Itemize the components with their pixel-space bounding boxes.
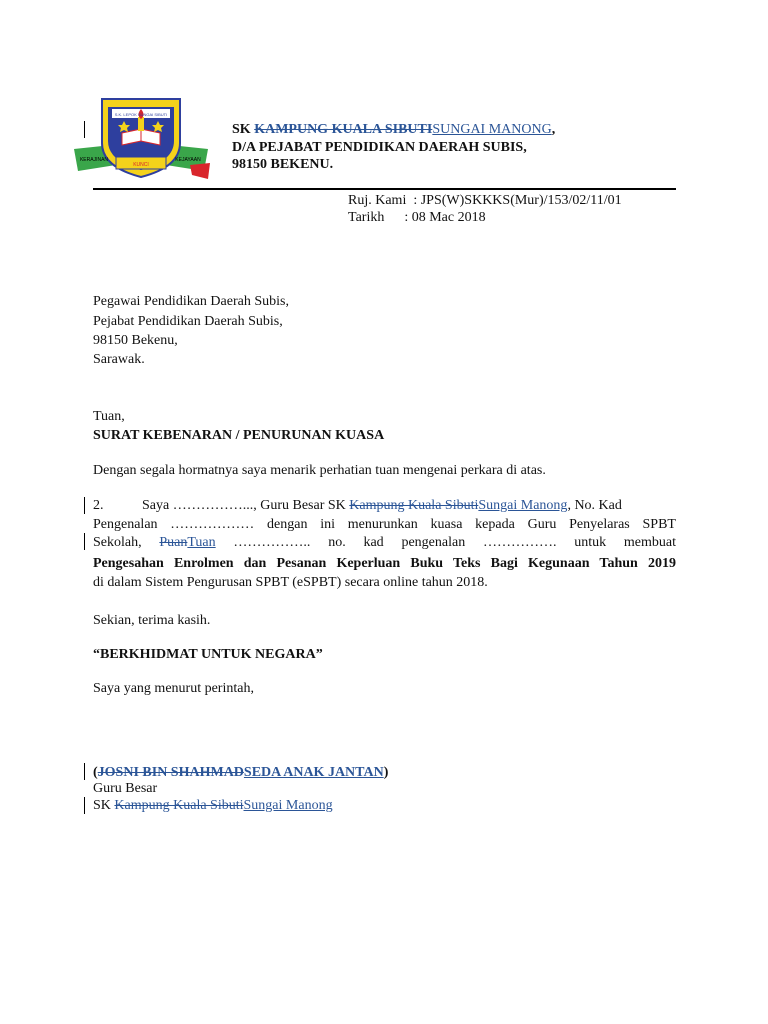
letterhead-line2: D/A PEJABAT PENDIDIKAN DAERAH SUBIS,: [232, 140, 527, 155]
ruj-value: : JPS(W)SKKKS(Mur)/153/02/11/01: [413, 193, 622, 208]
logo-ribbon-center: KUNCI: [133, 162, 149, 168]
para2-l3-b: …………….. no. kad pengenalan ……………. untuk membuat: [215, 535, 676, 550]
signature-name-inserted: SEDA ANAK JANTAN: [243, 765, 384, 780]
reference-date: [348, 209, 486, 227]
date-label: Tarikh: [348, 210, 385, 225]
para2-l1-b: , No. Kad: [567, 498, 622, 513]
ruj-label: Ruj. Kami: [348, 193, 407, 208]
change-bar: [84, 497, 85, 514]
recipient-line-1: Pegawai Pendidikan Daerah Subis,: [93, 294, 289, 309]
letterhead-school-deleted: KAMPUNG KUALA SIBUTI: [254, 122, 433, 137]
salutation: Tuan,: [93, 409, 125, 424]
reference-ruj: [348, 192, 622, 210]
signature-open-paren: (: [93, 765, 98, 780]
signature-title: Guru Besar: [93, 781, 158, 796]
letterhead-school-inserted: SUNGAI MANONG: [432, 122, 552, 137]
signature-school: [93, 797, 333, 815]
recipient-line-2: Pejabat Pendidikan Daerah Subis,: [93, 314, 283, 329]
para2-school-inserted: Sungai Manong: [478, 498, 568, 513]
para2-line-4: Pengesahan Enrolmen dan Pesanan Keperluan Buku Teks Bagi Kegunaan Tahun 2019: [93, 556, 676, 571]
change-bar: [84, 763, 85, 780]
recipient-line-4: Sarawak.: [93, 352, 145, 367]
change-bar: [84, 121, 85, 138]
letterhead-school-prefix: SK: [232, 122, 255, 137]
signature-school-prefix: SK: [93, 798, 115, 813]
school-logo: [72, 87, 212, 182]
letterhead-school-suffix: ,: [551, 122, 556, 137]
recipient-line-3: 98150 Bekenu,: [93, 333, 178, 348]
para2-line-1: [93, 497, 676, 515]
logo-ribbon-left: KERAJINAN: [79, 157, 109, 163]
letterhead-school-line: [232, 121, 555, 139]
subject: SURAT KEBENARAN / PENURUNAN KUASA: [93, 428, 385, 443]
letterhead-line3: 98150 BEKENU.: [232, 157, 334, 172]
logo-ribbon-right: KEJAYAAN: [175, 157, 201, 163]
para2-number: 2.: [93, 498, 104, 513]
para2-school-deleted: Kampung Kuala Sibuti: [349, 498, 479, 513]
header-divider: [93, 188, 676, 190]
para2-line-3: [93, 534, 676, 552]
date-value: : 08 Mac 2018: [404, 210, 486, 225]
change-bar: [84, 797, 85, 814]
para2-line-5: di dalam Sistem Pengurusan SPBT (eSPBT) secara online tahun 2018.: [93, 575, 488, 590]
para2-title-deleted: Puan: [159, 535, 188, 550]
closing: Sekian, terima kasih.: [93, 613, 211, 628]
para2-l1-a: Saya ……………..., Guru Besar SK: [142, 498, 350, 513]
para2-line-2: Pengenalan ……………… dengan ini menurunkan kuasa kepada Guru Penyelaras SPBT: [93, 517, 676, 532]
signature-name-deleted: JOSNI BIN SHAHMAD: [97, 765, 244, 780]
intro-paragraph: Dengan segala hormatnya saya menarik perhatian tuan mengenai perkara di atas.: [93, 463, 546, 478]
signature-school-deleted: Kampung Kuala Sibuti: [114, 798, 244, 813]
logo-top-text: S.K. LEPOK SUNGAI SIBUTI: [114, 112, 168, 117]
change-bar: [84, 533, 85, 550]
signature-close-paren: ): [383, 765, 389, 780]
motto: “BERKHIDMAT UNTUK NEGARA”: [93, 647, 323, 662]
para2-l3-a: Sekolah,: [93, 535, 160, 550]
sign-off: Saya yang menurut perintah,: [93, 681, 254, 696]
para2-title-inserted: Tuan: [187, 535, 216, 550]
signature-school-inserted: Sungai Manong: [243, 798, 333, 813]
